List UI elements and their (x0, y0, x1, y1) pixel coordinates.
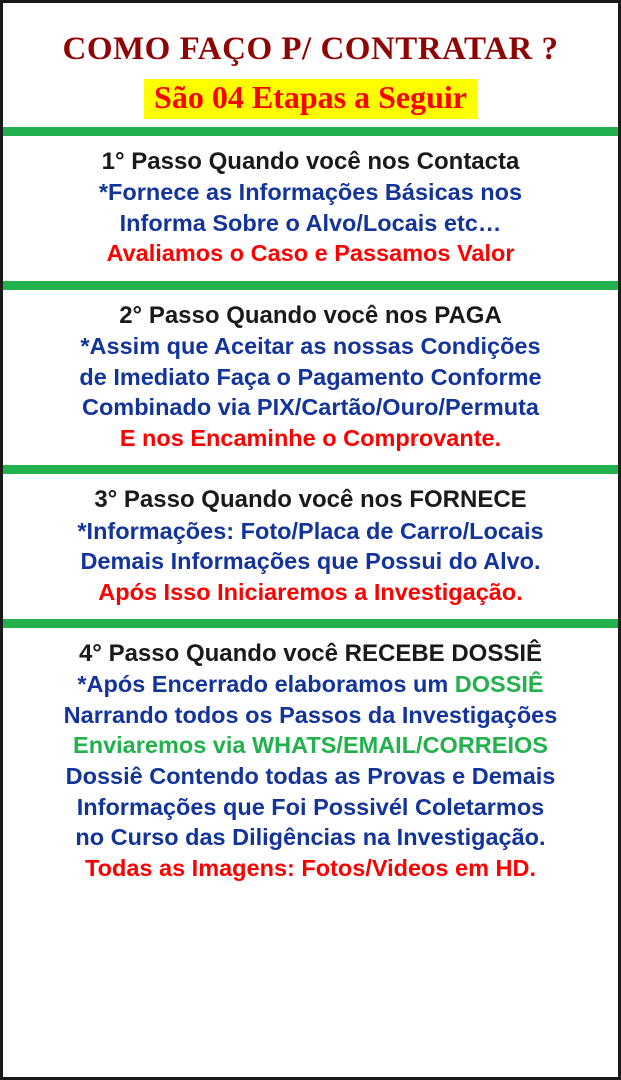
divider-3 (3, 465, 618, 474)
step-1-line-2: Informa Sobre o Alvo/Locais etc… (119, 209, 502, 236)
step-1 (3, 136, 618, 281)
step-3-line-2: Demais Informações que Possui do Alvo. (80, 548, 541, 575)
poster-header (3, 3, 618, 127)
step-4-line-7: Todas as Imagens: Fotos/Videos em HD. (85, 854, 536, 881)
step-2-line-4: E nos Encaminhe o Comprovante. (119, 424, 502, 451)
step-1-heading: 1° Passo Quando você nos Contacta (101, 148, 520, 176)
step-3-heading: 3° Passo Quando você nos FORNECE (94, 486, 527, 514)
divider-4 (3, 619, 618, 628)
step-3-line-3: Após Isso Iniciaremos a Investigação. (98, 578, 523, 605)
step-2-line-1: *Assim que Aceitar as nossas Condições (80, 333, 541, 360)
divider-2 (3, 281, 618, 290)
step-1-line-3: Avaliamos o Caso e Passamos Valor (106, 240, 515, 267)
page-title: COMO FAÇO P/ CONTRATAR ? (62, 31, 559, 67)
step-3 (3, 474, 618, 619)
step-4-line-3: Enviaremos via WHATS/EMAIL/CORREIOS (73, 732, 548, 759)
step-2-line-3: Combinado via PIX/Cartão/Ouro/Permuta (81, 394, 540, 421)
divider-1 (3, 127, 618, 136)
step-2 (3, 290, 618, 465)
step-4 (3, 628, 618, 895)
step-2-line-2: de Imediato Faça o Pagamento Conforme (79, 363, 542, 390)
step-4-line-6: no Curso das Diligências na Investigação. (75, 824, 546, 851)
step-4-line-2: Narrando todos os Passos da Investigações (63, 701, 558, 728)
step-4-line-1: *Após Encerrado elaboramos um DOSSIÊ (77, 671, 544, 698)
step-4-line-4: Dossiê Contendo todas as Provas e Demais (65, 762, 556, 789)
step-2-heading: 2° Passo Quando você nos PAGA (119, 301, 502, 329)
step-1-line-1: *Fornece as Informações Básicas nos (98, 179, 523, 206)
step-4-heading: 4° Passo Quando você RECEBE DOSSIÊ (78, 640, 543, 668)
step-3-line-1: *Informações: Foto/Placa de Carro/Locais (77, 517, 544, 544)
page-subtitle: São 04 Etapas a Seguir (144, 79, 477, 119)
step-4-line-5: Informações que Foi Possivél Coletarmos (76, 793, 545, 820)
